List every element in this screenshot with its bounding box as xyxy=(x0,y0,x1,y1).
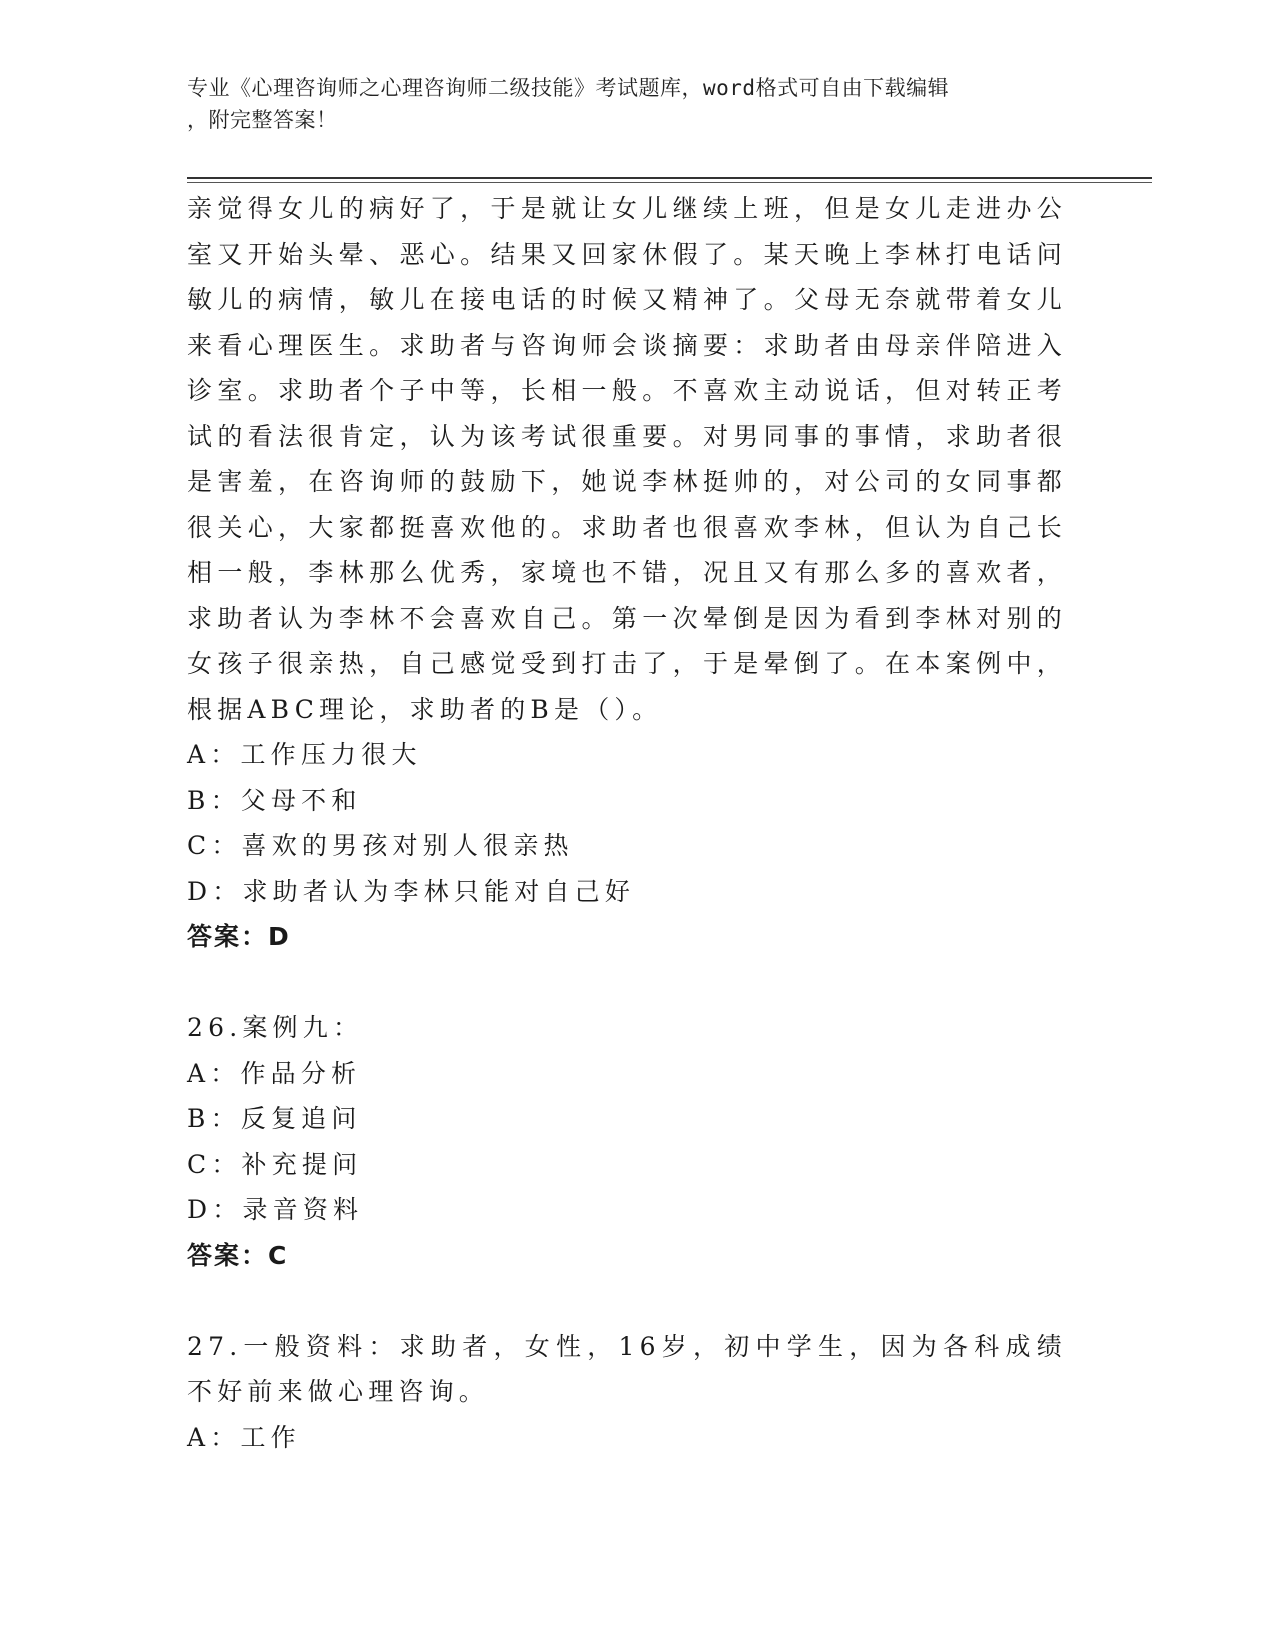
question-26 xyxy=(187,1005,1067,1278)
question-stem: 26.案例九： xyxy=(187,1013,364,1042)
option-c: C：喜欢的男孩对别人很亲热 xyxy=(187,831,574,860)
question-25 xyxy=(187,186,1067,960)
option-c: C：补充提问 xyxy=(187,1149,363,1179)
header-line-2: ，附完整答案！ xyxy=(187,108,338,132)
question-stem: 27.一般资料：求助者，女性，16岁，初中学生，因为各科成绩不好前来做心理咨询。 xyxy=(187,1331,1067,1406)
option-a: A：工作压力很大 xyxy=(187,740,422,769)
option-a: A：工作 xyxy=(187,1422,301,1452)
option-b: B：反复追问 xyxy=(187,1104,362,1133)
option-b: B：父母不和 xyxy=(187,785,362,815)
question-27 xyxy=(187,1324,1067,1461)
option-d: D：求助者认为李林只能对自己好 xyxy=(187,876,636,906)
header-divider-thin xyxy=(187,182,1152,183)
option-a: A：作品分析 xyxy=(187,1058,362,1088)
answer: 答案：C xyxy=(187,1240,289,1270)
answer: 答案：D xyxy=(187,922,291,951)
option-d: D：录音资料 xyxy=(187,1195,364,1224)
spacer xyxy=(187,960,1067,1006)
header-line-1: 专业《心理咨询师之心理咨询师二级技能》考试题库，word格式可自由下载编辑 xyxy=(187,76,950,100)
header-divider xyxy=(187,177,1152,179)
question-stem: 亲觉得女儿的病好了，于是就让女儿继续上班，但是女儿走进办公室又开始头晕、恶心。结果又回家休假了。某天晚上李林打电话问敏儿的病情，敏儿在接电话的时候又精神了。父母无奈就带着女儿来看心理医生。求助者与咨询师会谈摘要：求助者由母亲伴陪进入诊室。求助者个子中等，长相一般。不喜欢主动说话，但对转正考试的看法很肯定，认为该考试很重要。对男同事的事情，求助者很是害羞，在咨询师的鼓励下，她说李林挺帅的，对公司的女同事都很关心，大家都挺喜欢他的。求助者也很喜欢李林，但认为自己长相一般，李林那么优秀，家境也不错，况且又有那么多的喜欢者，求助者认为李林不会喜欢自己。第一次晕倒是因为看到李林对别的女孩子很亲热，自己感觉受到打击了，于是晕倒了。在本案例中，根据ABC理论，求助者的B是（）。 xyxy=(187,194,1067,724)
document-body xyxy=(187,186,1067,1460)
document-header xyxy=(187,72,1067,136)
spacer xyxy=(187,1278,1067,1324)
